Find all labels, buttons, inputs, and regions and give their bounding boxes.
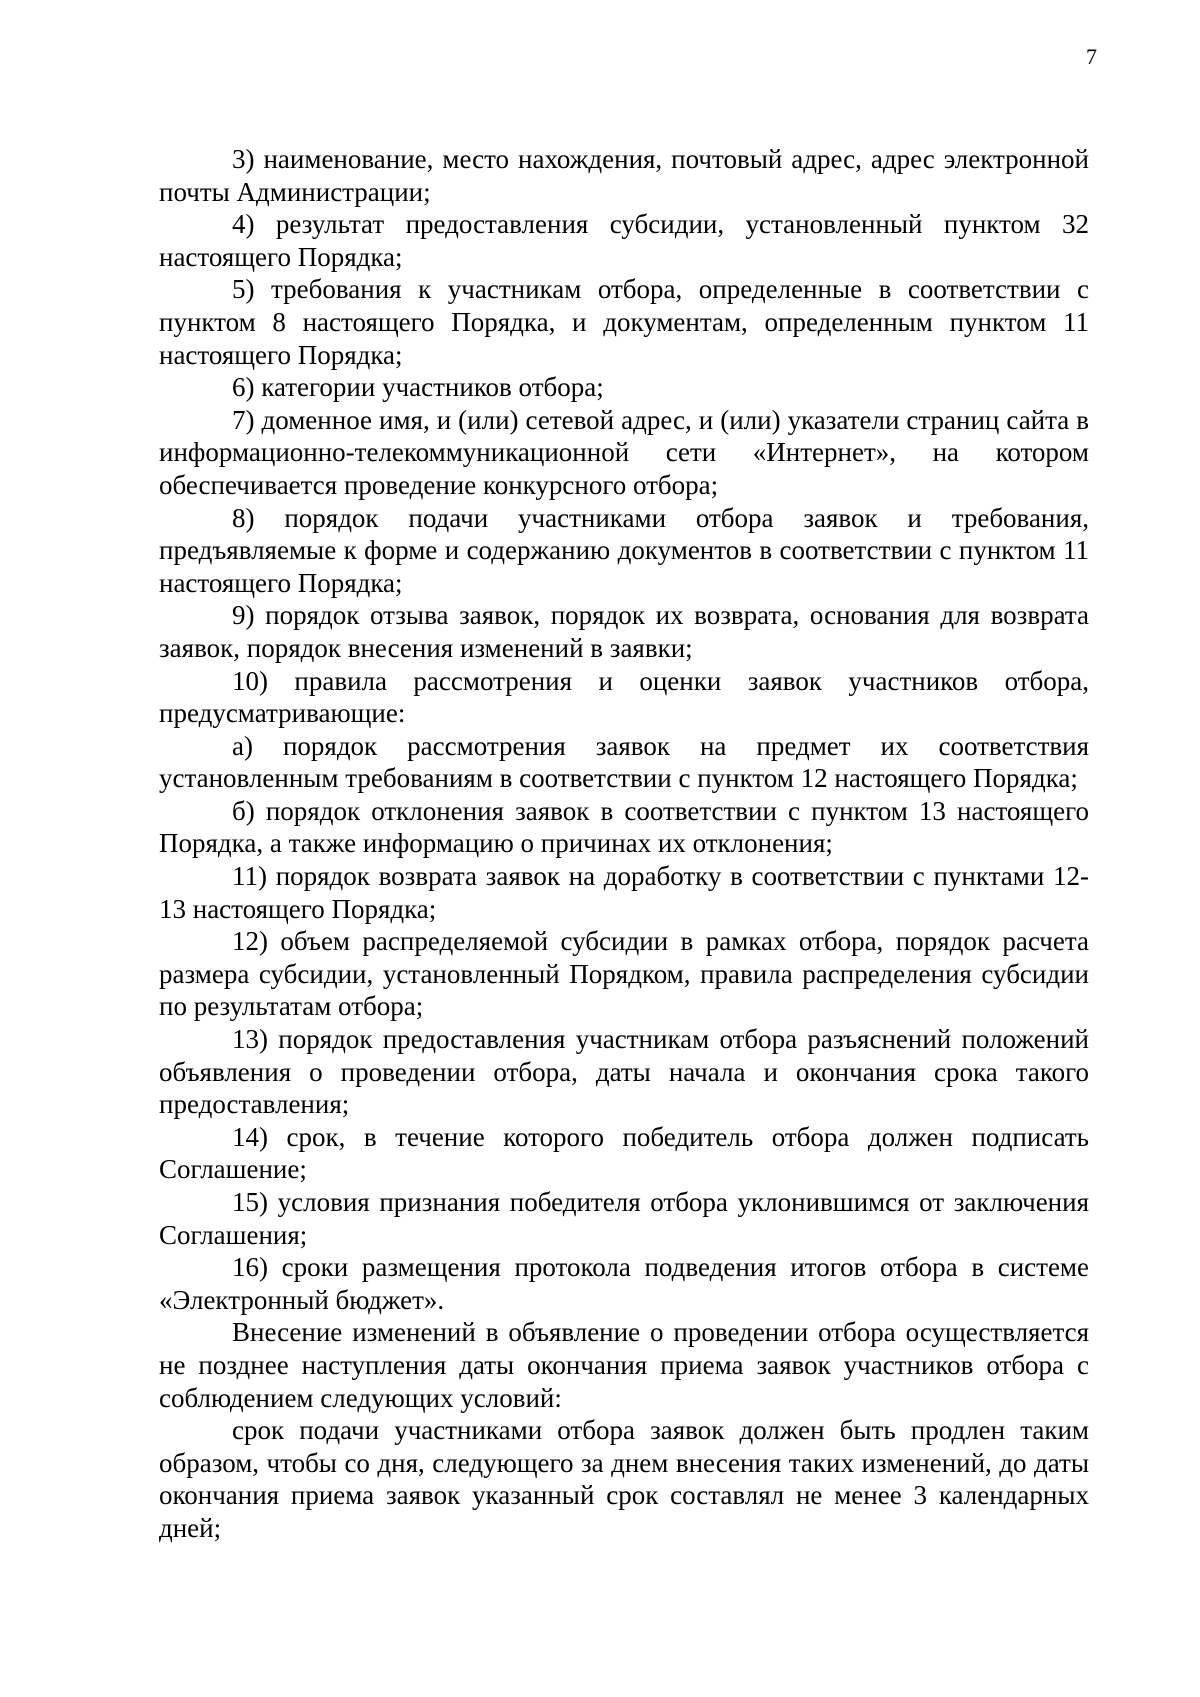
- document-body: [159, 143, 1089, 1545]
- paragraph-item-7: 7) доменное имя, и (или) сетевой адрес, и (или) указатели страниц сайта в информационно-телекоммуникационной сети «Интернет», на котором обеспечивается проведение конкурсного отбора;: [159, 404, 1089, 500]
- paragraph-item-11: 11) порядок возврата заявок на доработку в соответствии с пунктами 12-13 настоящего Порядка;: [159, 861, 1089, 924]
- paragraph-item-10: 10) правила рассмотрения и оценки заявок участников отбора, предусматривающие:: [159, 665, 1089, 729]
- paragraph-item-14: 14) срок, в течение которого победитель отбора должен подписать Соглашение;: [159, 1121, 1089, 1185]
- paragraph-item-3: 3) наименование, место нахождения, почтовый адрес, адрес электронной почты Администрации;: [159, 144, 1089, 207]
- paragraph-item-6: 6) категории участников отбора;: [232, 372, 604, 403]
- paragraph-subitem-a: а) порядок рассмотрения заявок на предмет их соответствия установленным требованиям в соответствии с пунктом 12 настоящего Порядка;: [159, 730, 1089, 794]
- paragraph-amendments: Внесение изменений в объявление о проведении отбора осуществляется не позднее наступления даты окончания приема заявок участников отбора с соблюдением следующих условий:: [159, 1317, 1089, 1413]
- paragraph-item-8: 8) порядок подачи участниками отбора заявок и требования, предъявляемые к форме и содержанию документов в соответствии с пунктом 11 настоящего Порядка;: [159, 502, 1089, 598]
- paragraph-item-9: 9) порядок отзыва заявок, порядок их возврата, основания для возврата заявок, порядок внесения изменений в заявки;: [159, 600, 1089, 663]
- paragraph-item-12: 12) объем распределяемой субсидии в рамках отбора, порядок расчета размера субсидии, установленный Порядком, правила распределения субсидии по результатам отбора;: [159, 926, 1089, 1022]
- paragraph-item-15: 15) условия признания победителя отбора уклонившимся от заключения Соглашения;: [159, 1187, 1089, 1250]
- paragraph-item-13: 13) порядок предоставления участникам отбора разъяснений положений объявления о проведении отбора, даты начала и окончания срока такого предоставления;: [159, 1024, 1089, 1120]
- paragraph-item-5: 5) требования к участникам отбора, определенные в соответствии с пунктом 8 настоящего Порядка, и документам, определенным пунктом 11 настоящего Порядка;: [159, 274, 1089, 370]
- paragraph-item-16: 16) сроки размещения протокола подведения итогов отбора в системе «Электронный бюджет».: [159, 1252, 1089, 1315]
- paragraph-item-4: 4) результат предоставления субсидии, установленный пунктом 32 настоящего Порядка;: [159, 209, 1089, 272]
- paragraph-subitem-b: б) порядок отклонения заявок в соответствии с пунктом 13 настоящего Порядка, а также информацию о причинах их отклонения;: [159, 795, 1089, 859]
- paragraph-submission-term: срок подачи участниками отбора заявок должен быть продлен таким образом, чтобы со дня, следующего за днем внесения таких изменений, до даты окончания приема заявок указанный срок составлял не менее 3 календарных дней;: [159, 1415, 1089, 1543]
- page-number: 7: [1086, 44, 1097, 69]
